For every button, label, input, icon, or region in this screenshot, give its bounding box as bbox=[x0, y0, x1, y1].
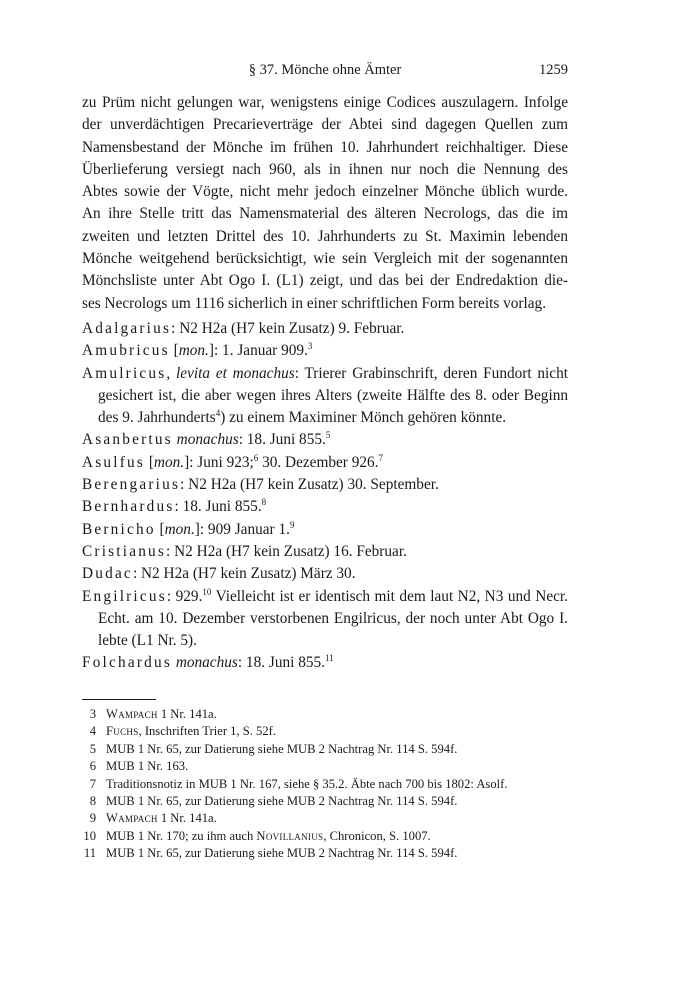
monk-entry: Berengarius: N2 H2a (H7 kein Zusatz) 30. September. bbox=[82, 476, 439, 494]
monk-entry: Engilricus: 929.10 Vielleicht ist er identisch mit dem laut N2, N3 und Necr. Echt. am 10. Dezember verstorbenen Engilricus, der noch unter Abt Ogo I. lebte (L1 Nr. 5). bbox=[82, 586, 569, 650]
footnote: 6 MUB 1 Nr. 163. bbox=[82, 758, 568, 775]
footnote-ref: 7 bbox=[378, 452, 383, 463]
footnote-number: 7 bbox=[89, 776, 96, 791]
footnote-number: 6 bbox=[89, 759, 96, 774]
paragraph-line: zweiten und letzten Drittel des 10. Jahrhunderts zu St. Maximin lebenden bbox=[82, 227, 568, 245]
footnote-number: 11 bbox=[83, 846, 96, 861]
footnote: 9 Wampach 1 Nr. 141a. bbox=[82, 810, 568, 827]
body-text bbox=[82, 92, 568, 315]
monk-status: mon. bbox=[178, 342, 209, 360]
page-number: 1259 bbox=[539, 62, 568, 78]
monk-entry: Bernhardus: 18. Juni 855.$^8$ bbox=[82, 497, 267, 516]
paragraph-line: Mönchsliste unter Abt Ogo I. (L1) zeigt, und das bei der Endredaktion die- bbox=[82, 272, 568, 290]
paragraph-line: ses Necrologs um 1116 sicherlich in einer schriftlichen Form bereits vorlag. bbox=[82, 294, 547, 312]
monk-name: Engilricus bbox=[82, 587, 167, 605]
paragraph-line: der unverdächtigen Precarieverträge der Abtei sind dagegen Quellen zum bbox=[82, 116, 568, 134]
footnote-ref: 9 bbox=[289, 519, 295, 530]
footnote-ref: 6 bbox=[253, 452, 259, 463]
footnote-number: 9 bbox=[89, 811, 96, 826]
paragraph-line: Mönche weitgehend berücksichtigt, wie sein Vergleich mit der sogenannten bbox=[82, 250, 568, 268]
paragraph-line: Überlieferung versiegt nach 960, als in ihnen nur noch die Nennung des bbox=[82, 160, 568, 178]
monk-name: Cristianus bbox=[82, 542, 167, 560]
paragraph-line: Namensbestand der Mönche im frühen 10. Jahrhundert reichhaltiger. Diese bbox=[82, 138, 568, 156]
monk-name: Adalgarius bbox=[82, 320, 172, 337]
monk-entry: Asanbertus monachus: 18. Juni 855.$^5$ bbox=[82, 430, 331, 449]
monk-entry: Cristianus: N2 H2a (H7 kein Zusatz) 16. Februar. bbox=[82, 542, 407, 560]
footnote: 10 MUB 1 Nr. 170; zu ihm auch Novillanius, Chronicon, S. 1007. bbox=[82, 828, 568, 845]
footnote-ref: 10 bbox=[202, 586, 212, 597]
running-header bbox=[82, 62, 568, 80]
footnote-number: 8 bbox=[89, 794, 96, 809]
monk-entry-list bbox=[82, 318, 568, 675]
monk-entry: Amubricus [mon.]: 1. Januar 909.$^3$ bbox=[82, 341, 313, 360]
monk-status: monachus bbox=[175, 654, 238, 672]
monk-name: Asanbertus bbox=[82, 431, 173, 449]
footnote: 5 MUB 1 Nr. 65, zur Datierung siehe MUB 2 Nachtrag Nr. 114 S. 594f. bbox=[82, 741, 568, 758]
footnote-ref: 5 bbox=[325, 430, 331, 441]
monk-name: Amulricus bbox=[82, 364, 167, 382]
monk-entry: Amulricus, levita et monachus: Trierer Grabinschrift, deren Fundort nicht gesichert ist, die aber wegen ihres Alters (zweite Hälfte des 8. oder Beginn des 9. Jahrhunderts$^4$) zu einem Maximiner Mönch gehören könnte. bbox=[82, 364, 568, 427]
footnote-number: 5 bbox=[89, 741, 96, 756]
running-title: § 37. Mönche ohne Ämter bbox=[248, 62, 402, 78]
monk-name: Asulfus bbox=[82, 453, 145, 471]
paragraph-line: zu Prüm nicht gelungen war, wenigstens einige Codices auszulagern. Infolge bbox=[82, 94, 568, 111]
monk-name: Bernhardus bbox=[82, 498, 175, 516]
monk-entry: Dudac: N2 H2a (H7 kein Zusatz) März 30. bbox=[82, 565, 356, 583]
intro-paragraph bbox=[82, 92, 568, 315]
footnote-number: 10 bbox=[83, 828, 96, 843]
monk-name: Berengarius bbox=[82, 476, 181, 494]
monk-status: monachus bbox=[176, 431, 239, 449]
monk-name: Folchardus bbox=[82, 654, 172, 672]
footnote-number: 3 bbox=[89, 707, 96, 721]
monk-entry: Adalgarius: N2 H2a (H7 kein Zusatz) 9. Februar. bbox=[82, 320, 405, 337]
monk-entry: Bernicho [mon.]: 909 Januar 1.$^9$ bbox=[82, 519, 295, 538]
monk-status: mon. bbox=[153, 453, 185, 471]
footnote-ref: 11 bbox=[324, 653, 334, 664]
footnote-ref: 8 bbox=[261, 497, 267, 508]
footnote: 4 Fuchs, Inschriften Trier 1, S. 52f. bbox=[82, 723, 568, 740]
footnote: 8 MUB 1 Nr. 65, zur Datierung siehe MUB 2 Nachtrag Nr. 114 S. 594f. bbox=[82, 793, 568, 810]
monk-name: Dudac bbox=[82, 565, 133, 583]
monk-name: Amubricus bbox=[82, 342, 170, 360]
monk-entry: Asulfus [mon.]: Juni 923;$^6$ 30. Dezember 926.$^7$ bbox=[82, 452, 383, 471]
footnote-separator bbox=[82, 699, 156, 700]
paragraph-line: Abtes sowie der Vögte, nicht mehr jedoch einzelner Mönche üblich wurde. bbox=[82, 183, 568, 201]
monk-status: mon. bbox=[164, 520, 195, 538]
footnote: 7 Traditionsnotiz in MUB 1 Nr. 167, siehe § 35.2. Äbte nach 700 bis 1802: Asolf. bbox=[82, 776, 568, 793]
monk-name: Bernicho bbox=[82, 520, 156, 538]
footnote: 3 Wampach 1 Nr. 141a. bbox=[82, 706, 568, 723]
footnote-ref: 3 bbox=[307, 341, 313, 352]
footnote: 11 MUB 1 Nr. 65, zur Datierung siehe MUB 2 Nachtrag Nr. 114 S. 594f. bbox=[82, 845, 568, 862]
footnote-ref: 4 bbox=[215, 408, 221, 419]
monk-status: levita et monachus bbox=[176, 364, 295, 382]
footnote-number: 4 bbox=[89, 724, 96, 739]
footnotes bbox=[82, 706, 568, 863]
monk-entry: Folchardus monachus: 18. Juni 855.11 bbox=[82, 653, 334, 672]
paragraph-line: An ihre Stelle tritt das Namensmaterial des älteren Necrologs, das die im bbox=[82, 205, 568, 223]
